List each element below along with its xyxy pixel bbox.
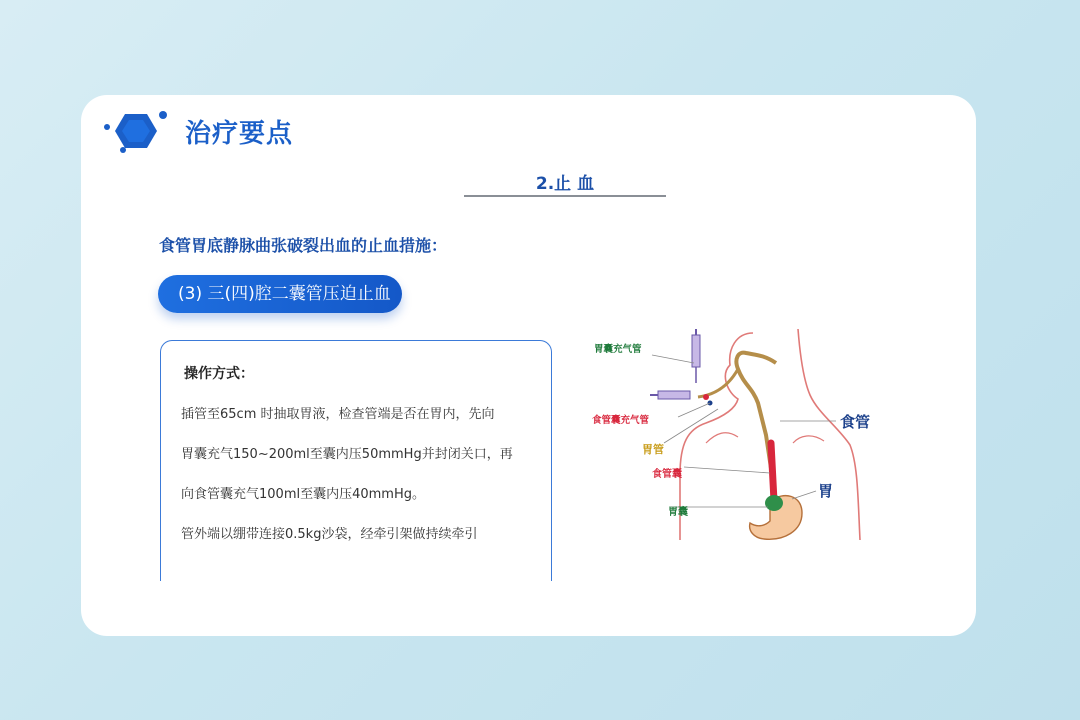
method-pill: (3) 三(四)腔二囊管压迫止血 <box>158 275 402 313</box>
operation-line: 向食管囊充气100ml至囊内压40mmHg。 <box>181 487 425 502</box>
label-esophagus: 食管 <box>840 413 871 431</box>
operation-line: 胃囊充气150~200ml至囊内压50mmHg并封闭关口，再 <box>181 447 513 462</box>
label-esophageal-balloon: 食管囊 <box>652 469 682 480</box>
gastric-balloon-shape <box>765 495 783 511</box>
syringe-upper <box>692 335 700 367</box>
chest-outline <box>793 436 824 443</box>
subheading-underline <box>464 195 666 197</box>
shoulder-outline <box>706 433 738 443</box>
subheading: 2.止 血 <box>535 174 595 194</box>
operation-title: 操作方式： <box>184 366 254 382</box>
sengstaken-tube-diagram <box>588 325 898 547</box>
label-gastric-balloon: 胃囊 <box>668 507 688 518</box>
intro-text: 食管胃底静脉曲张破裂出血的止血措施： <box>159 236 448 255</box>
section-title: 治疗要点 <box>185 119 294 149</box>
operation-box <box>160 340 552 581</box>
label-stomach-tube: 胃管 <box>642 443 664 456</box>
body-outline <box>680 333 753 540</box>
label-gastric-balloon-inflation-tube: 胃囊充气管 <box>594 344 642 355</box>
operation-line: 插管至65cm 时抽取胃液，检查管端是否在胃内，先向 <box>181 407 495 422</box>
label-esophageal-balloon-inflation-tube: 食管囊充气管 <box>592 415 650 426</box>
slide-card <box>81 95 976 636</box>
body-outline-right <box>798 329 860 540</box>
syringe-lower <box>658 391 690 399</box>
hexagon-logo-icon <box>103 110 173 154</box>
esophageal-balloon-shape <box>771 443 774 501</box>
label-stomach: 胃 <box>818 482 834 500</box>
operation-line: 管外端以绷带连接0.5kg沙袋，经牵引架做持续牵引 <box>181 527 478 542</box>
